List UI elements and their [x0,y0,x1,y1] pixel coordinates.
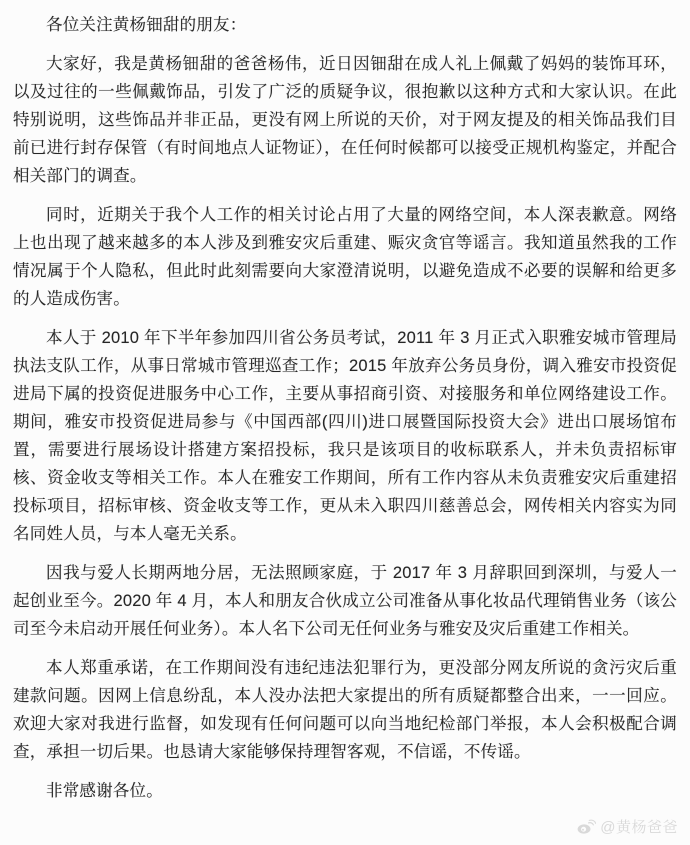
paragraph: 因我与爱人长期两地分居，无法照顾家庭，于 2017 年 3 月辞职回到深圳，与爱人一起创业至今。2020 年 4 月，本人和朋友合伙成立公司准备从事化妆品代理销售业务（该公司至今未启动开展任何业务）。本人名下公司无任何业务与雅安及灾后重建工作相关。 [13,564,677,638]
weibo-logo-icon [576,818,596,836]
closing-line: 非常感谢各位。 [46,782,163,800]
weibo-handle: @黄杨爸爸 [600,819,678,836]
paragraph: 大家好，我是黄杨钿甜的爸爸杨伟，近日因钿甜在成人礼上佩戴了妈妈的装饰耳环，以及过往的一些佩戴饰品，引发了广泛的质疑争议，很抱歉以这种方式和大家认识。在此特别说明，这些饰品并非正品，更没有网上所说的天价，对于网友提及的相关饰品我们目前已进行封存保管（有时间地点人证物证），在任何时候都可以接受正规机构鉴定，并配合相关部门的调查。 [13,55,677,185]
weibo-watermark [576,816,678,837]
paragraph: 同时，近期关于我个人工作的相关讨论占用了大量的网络空间，本人深表歉意。网络上也出现了越来越多的本人涉及到雅安灾后重建、赈灾贪官等谣言。我知道虽然我的工作情况属于个人隐私，但此时此刻需要向大家澄清说明，以避免造成不必要的误解和给更多的人造成伤害。 [13,206,677,308]
salutation: 各位关注黄杨钿甜的朋友： [46,16,247,34]
paragraph: 本人于 2010 年下半年参加四川省公务员考试，2011 年 3 月正式入职雅安城市管理局执法支队工作，从事日常城市管理巡查工作；2015 年放弃公务员身份，调入雅安市投资促进局下属的投资促进服务中心工作，主要从事招商引资、对接服务和单位网络建设工作。期间，雅安市投资促进局参与《中国西部(四川)进口展暨国际投资大会》进出口展场馆布置，需要进行展场设计搭建方案招投标，我只是该项目的收标联系人，并未负责招标审核、资金收支等相关工作。本人在雅安工作期间，所有工作内容从未负责雅安灾后重建招投标项目，招标审核、资金收支等工作，更从未入职四川慈善总会，网传相关内容实为同名同姓人员，与本人毫无关系。 [13,329,677,543]
paragraph: 本人郑重承诺，在工作期间没有违纪违法犯罪行为，更没部分网友所说的贪污灾后重建款问题。因网上信息纷乱，本人没办法把大家提出的所有质疑都整合出来，一一回应。欢迎大家对我进行监督，如发现有任何问题可以向当地纪检部门举报，本人会积极配合调查，承担一切后果。也恳请大家能够保持理智客观，不信谣，不传谣。 [13,659,677,761]
